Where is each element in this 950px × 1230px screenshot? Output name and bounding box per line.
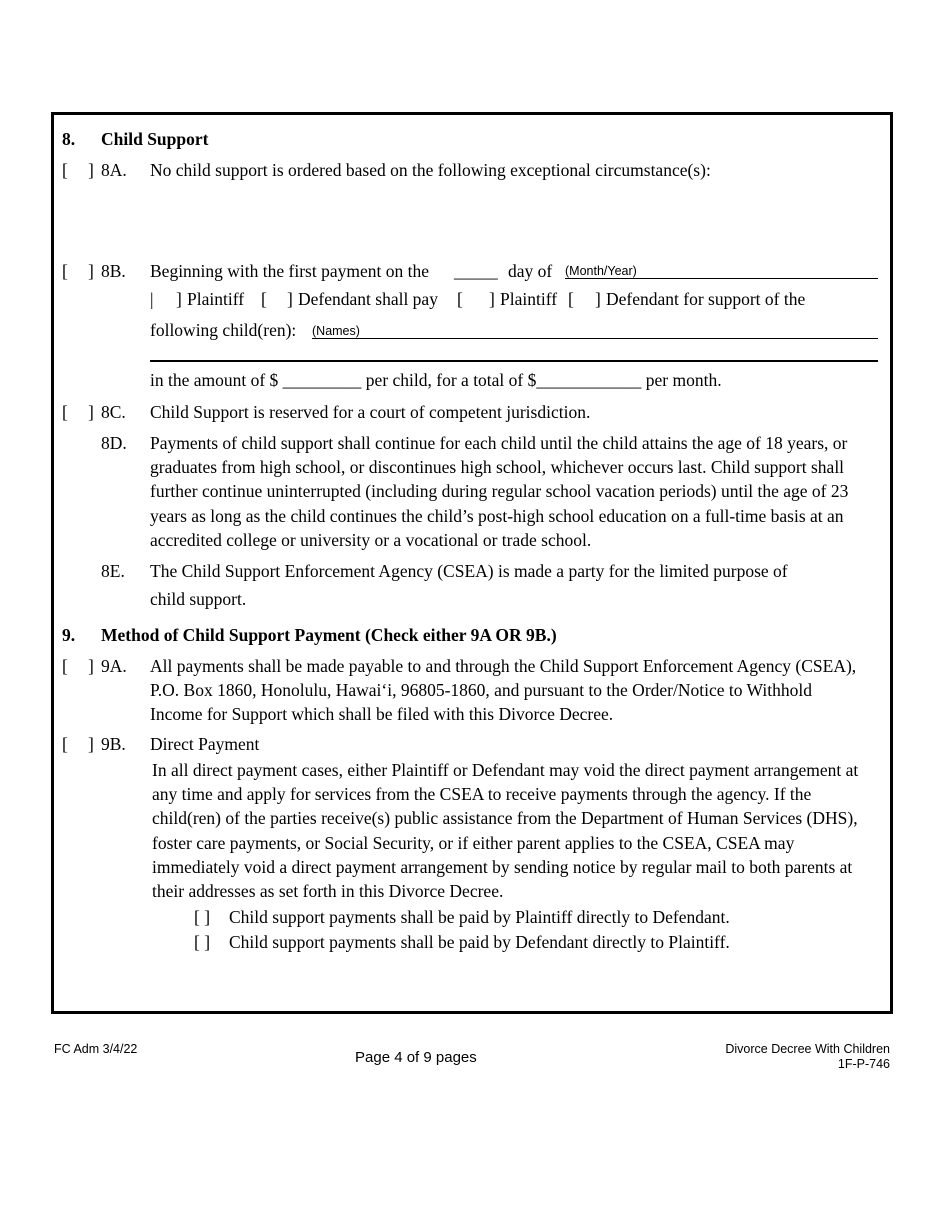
payee-defendant-box-open[interactable]: [ bbox=[568, 289, 574, 309]
section-9-title: Method of Child Support Payment (Check either 9A OR 9B.) bbox=[101, 625, 557, 645]
payer-defendant-box-open[interactable]: [ bbox=[261, 289, 267, 309]
payer-plaintiff-box-open[interactable]: | bbox=[150, 289, 154, 309]
amount-text: in the amount of $ _________ per child, for a total of $____________ per month. bbox=[150, 370, 722, 390]
item-8b-label: 8B. bbox=[101, 261, 126, 281]
payer-defendant-label: Defendant shall pay bbox=[298, 289, 438, 309]
payee-plaintiff-label: Plaintiff bbox=[500, 289, 558, 309]
item-8c-text: Child Support is reserved for a court of competent jurisdiction. bbox=[150, 402, 591, 422]
item-8a-label: 8A. bbox=[101, 160, 127, 180]
checkbox-8a-close[interactable]: ] bbox=[88, 160, 94, 180]
section-8-title: Child Support bbox=[101, 129, 209, 149]
item-8d-label: 8D. bbox=[101, 433, 127, 453]
month-year-field[interactable] bbox=[565, 278, 878, 279]
footer-form-number: 1F-P-746 bbox=[837, 1057, 890, 1071]
item-8e-line2: child support. bbox=[150, 589, 247, 609]
item-8e-label: 8E. bbox=[101, 561, 125, 581]
payee-plaintiff-box-close[interactable]: ] bbox=[489, 289, 495, 309]
item-9a-label: 9A. bbox=[101, 656, 127, 676]
item-8d-text: Payments of child support shall continue for each child until the child attains the age of 18 years, or graduates from high school, or discontinues high school, whichever occurs last. Child support shall further continue uninterrupted (including during regular school vacation periods) until the age of 23 years as long as the child continues the child’s post-high school education on a full-time basis at an accredited college or university or a vocational or trade school. bbox=[150, 433, 849, 550]
section-8-number: 8. bbox=[62, 129, 76, 149]
item-9b-text: In all direct payment cases, either Plaintiff or Defendant may void the direct payment arrangement at any time and apply for services from the CSEA to receive payments through the agency. If the child(ren) of the parties receive(s) public assistance from the Department of Human Services (DHS), foster care payments, or Social Security, or if either parent applies to the CSEA, CSEA may immediately void a direct payment arrangement by sending notice by regular mail to both parents at their addresses as set forth in this Divorce Decree. bbox=[152, 760, 859, 902]
item-8b-begin-text: Beginning with the first payment on the bbox=[150, 261, 429, 281]
checkbox-8c-open[interactable]: [ bbox=[62, 402, 68, 422]
month-year-hint: (Month/Year) bbox=[565, 264, 637, 278]
section-9-number: 9. bbox=[62, 625, 76, 645]
item-9b-title: Direct Payment bbox=[150, 734, 260, 754]
checkbox-9b-close[interactable]: ] bbox=[88, 734, 94, 754]
option-plaintiff-to-defendant-checkbox[interactable]: [ ] bbox=[194, 907, 211, 927]
footer-form-version: FC Adm 3/4/22 bbox=[54, 1042, 138, 1056]
day-of-text: day of bbox=[508, 261, 553, 281]
item-9a-text: All payments shall be made payable to and through the Child Support Enforcement Agency (CSEA), P.O. Box 1860, Honolulu, Hawai‘i, 96805-1860, and pursuant to the Order/Notice to Withhold Income for Support which shall be filed with this Divorce Decree. bbox=[150, 656, 857, 725]
option-defendant-to-plaintiff-text: Child support payments shall be paid by Defendant directly to Plaintiff. bbox=[229, 932, 730, 952]
checkbox-9a-close[interactable]: ] bbox=[88, 656, 94, 676]
checkbox-8b-close[interactable]: ] bbox=[88, 261, 94, 281]
payee-defendant-label: Defendant for support of the bbox=[606, 289, 806, 309]
option-defendant-to-plaintiff-checkbox[interactable]: [ ] bbox=[194, 932, 211, 952]
checkbox-8a-open[interactable]: [ bbox=[62, 160, 68, 180]
payer-plaintiff-box-close[interactable]: ] bbox=[176, 289, 182, 309]
item-8c-label: 8C. bbox=[101, 402, 126, 422]
names-hint: (Names) bbox=[312, 324, 360, 338]
payee-defendant-box-close[interactable]: ] bbox=[595, 289, 601, 309]
checkbox-8b-open[interactable]: [ bbox=[62, 261, 68, 281]
day-blank[interactable]: _____ bbox=[454, 261, 498, 281]
item-8e-line1: The Child Support Enforcement Agency (CSEA) is made a party for the limited purpose of bbox=[150, 561, 788, 581]
payer-plaintiff-label: Plaintiff bbox=[187, 289, 245, 309]
payee-plaintiff-box-open[interactable]: [ bbox=[457, 289, 463, 309]
payer-defendant-box-close[interactable]: ] bbox=[287, 289, 293, 309]
checkbox-9b-open[interactable]: [ bbox=[62, 734, 68, 754]
item-8a-text: No child support is ordered based on the following exceptional circumstance(s): bbox=[150, 160, 711, 180]
checkbox-9a-open[interactable]: [ bbox=[62, 656, 68, 676]
children-text: following child(ren): bbox=[150, 320, 297, 340]
footer-page-number: Page 4 of 9 pages bbox=[355, 1049, 477, 1066]
children-names-field-2[interactable] bbox=[150, 360, 878, 362]
option-plaintiff-to-defendant-text: Child support payments shall be paid by Plaintiff directly to Defendant. bbox=[229, 907, 730, 927]
checkbox-8c-close[interactable]: ] bbox=[88, 402, 94, 422]
children-names-field[interactable] bbox=[312, 338, 878, 339]
footer-form-title: Divorce Decree With Children bbox=[725, 1042, 890, 1056]
item-9b-label: 9B. bbox=[101, 734, 126, 754]
